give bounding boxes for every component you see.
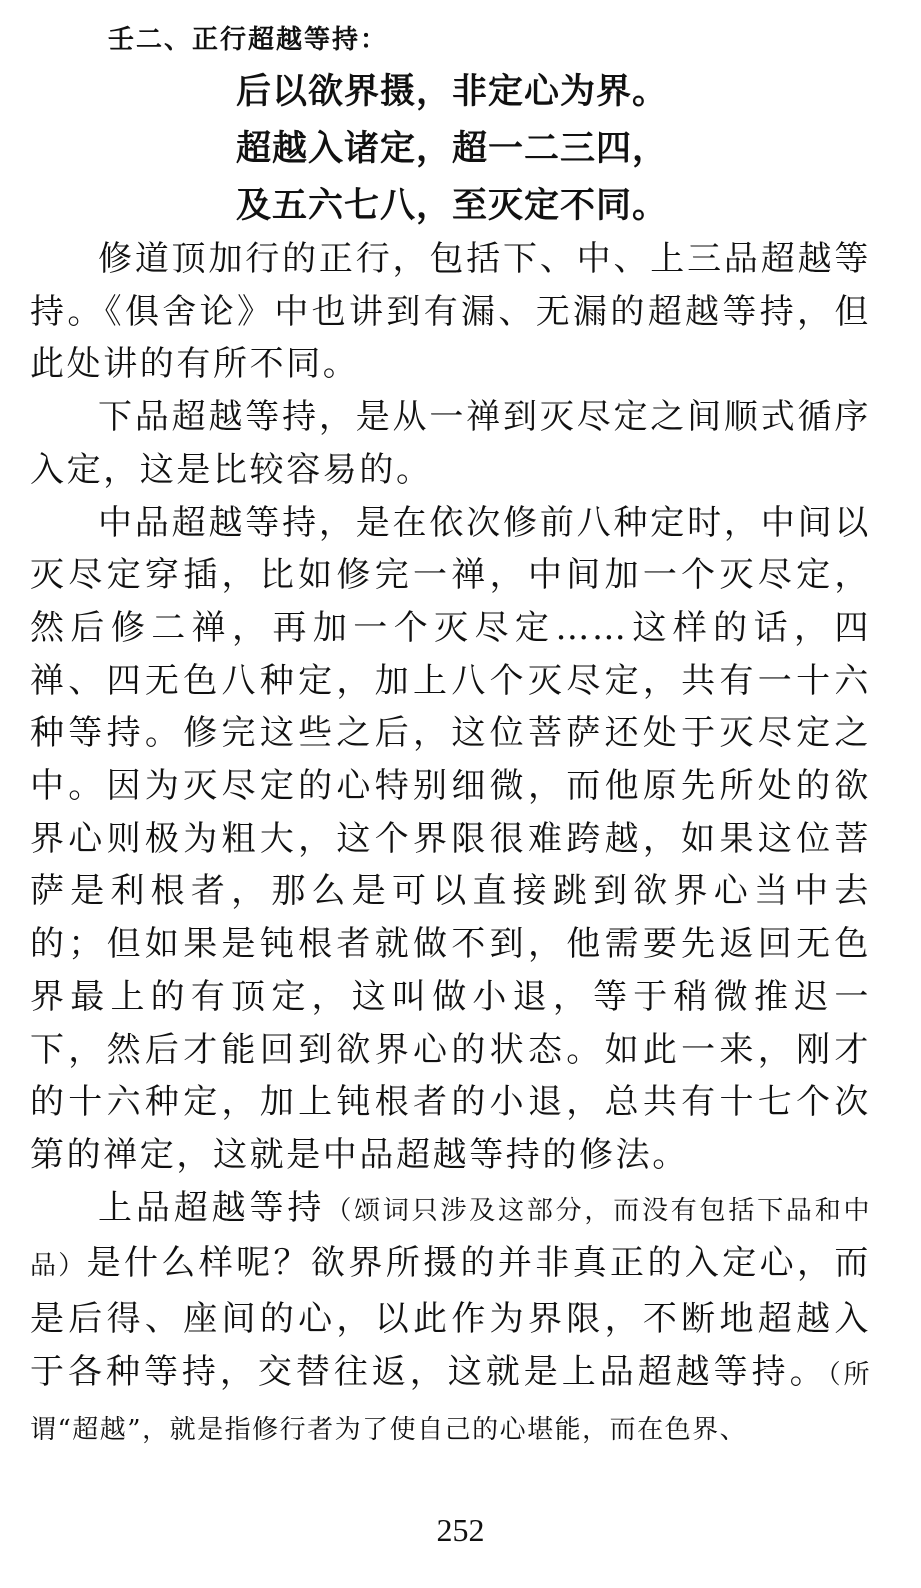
paragraph-2: 下品超越等持，是从一禅到灭尽定之间顺式循序入定，这是比较容易的。	[30, 397, 871, 490]
paragraph-4-body: 是什么样呢？欲界所摄的并非真正的入定心，而是后得、座间的心，以此作为界限，不断地超越入于各种等持，交替往返，这就是上品超越等持。	[30, 1243, 871, 1392]
paragraph-4	[30, 1182, 871, 1458]
paragraph-4-lead: 上品超越等持	[98, 1187, 326, 1228]
verse-line-1: 后以欲界摄，非定心为界。	[236, 72, 669, 112]
verse-line-2: 超越入诸定，超一二三四，	[236, 129, 669, 169]
page-number: 252	[436, 1512, 485, 1548]
body-text	[30, 233, 871, 1457]
paragraph-4-note: （颂词只涉及这部分，而没有包括下品和中品）	[30, 1195, 871, 1282]
verse-line-3: 及五六七八，至灭定不同。	[236, 186, 669, 226]
section-heading: 壬二、正行超越等持：	[108, 25, 389, 55]
paragraph-3: 中品超越等持，是在依次修前八种定时，中间以灭尽定穿插，比如修完一禅，中间加一个灭尽定，然后修二禅，再加一个灭尽定……这样的话，四禅、四无色八种定，加上八个灭尽定，共有一十六种等持。修完这些之后，这位菩萨还处于灭尽定之中。因为灭尽定的心特别细微，而他原先所处的欲界心则极为粗大，这个界限很难跨越，如果这位菩萨是利根者，那么是可以直接跳到欲界心当中去的；但如果是钝根者就做不到，他需要先返回无色界最上的有顶定，这叫做小退，等于稍微推迟一下，然后才能回到欲界心的状态。如此一来，刚才的十六种定，加上钝根者的小退，总共有十七个次第的禅定，这就是中品超越等持的修法。	[30, 502, 871, 1175]
paragraph-1: 修道顶加行的正行，包括下、中、上三品超越等持。《俱舍论》中也讲到有漏、无漏的超越等持，但此处讲的有所不同。	[30, 239, 871, 385]
paragraph-4-note-2: （所谓“超越”，就是指修行者为了使自己的心堪能，而在色界、	[30, 1359, 871, 1446]
